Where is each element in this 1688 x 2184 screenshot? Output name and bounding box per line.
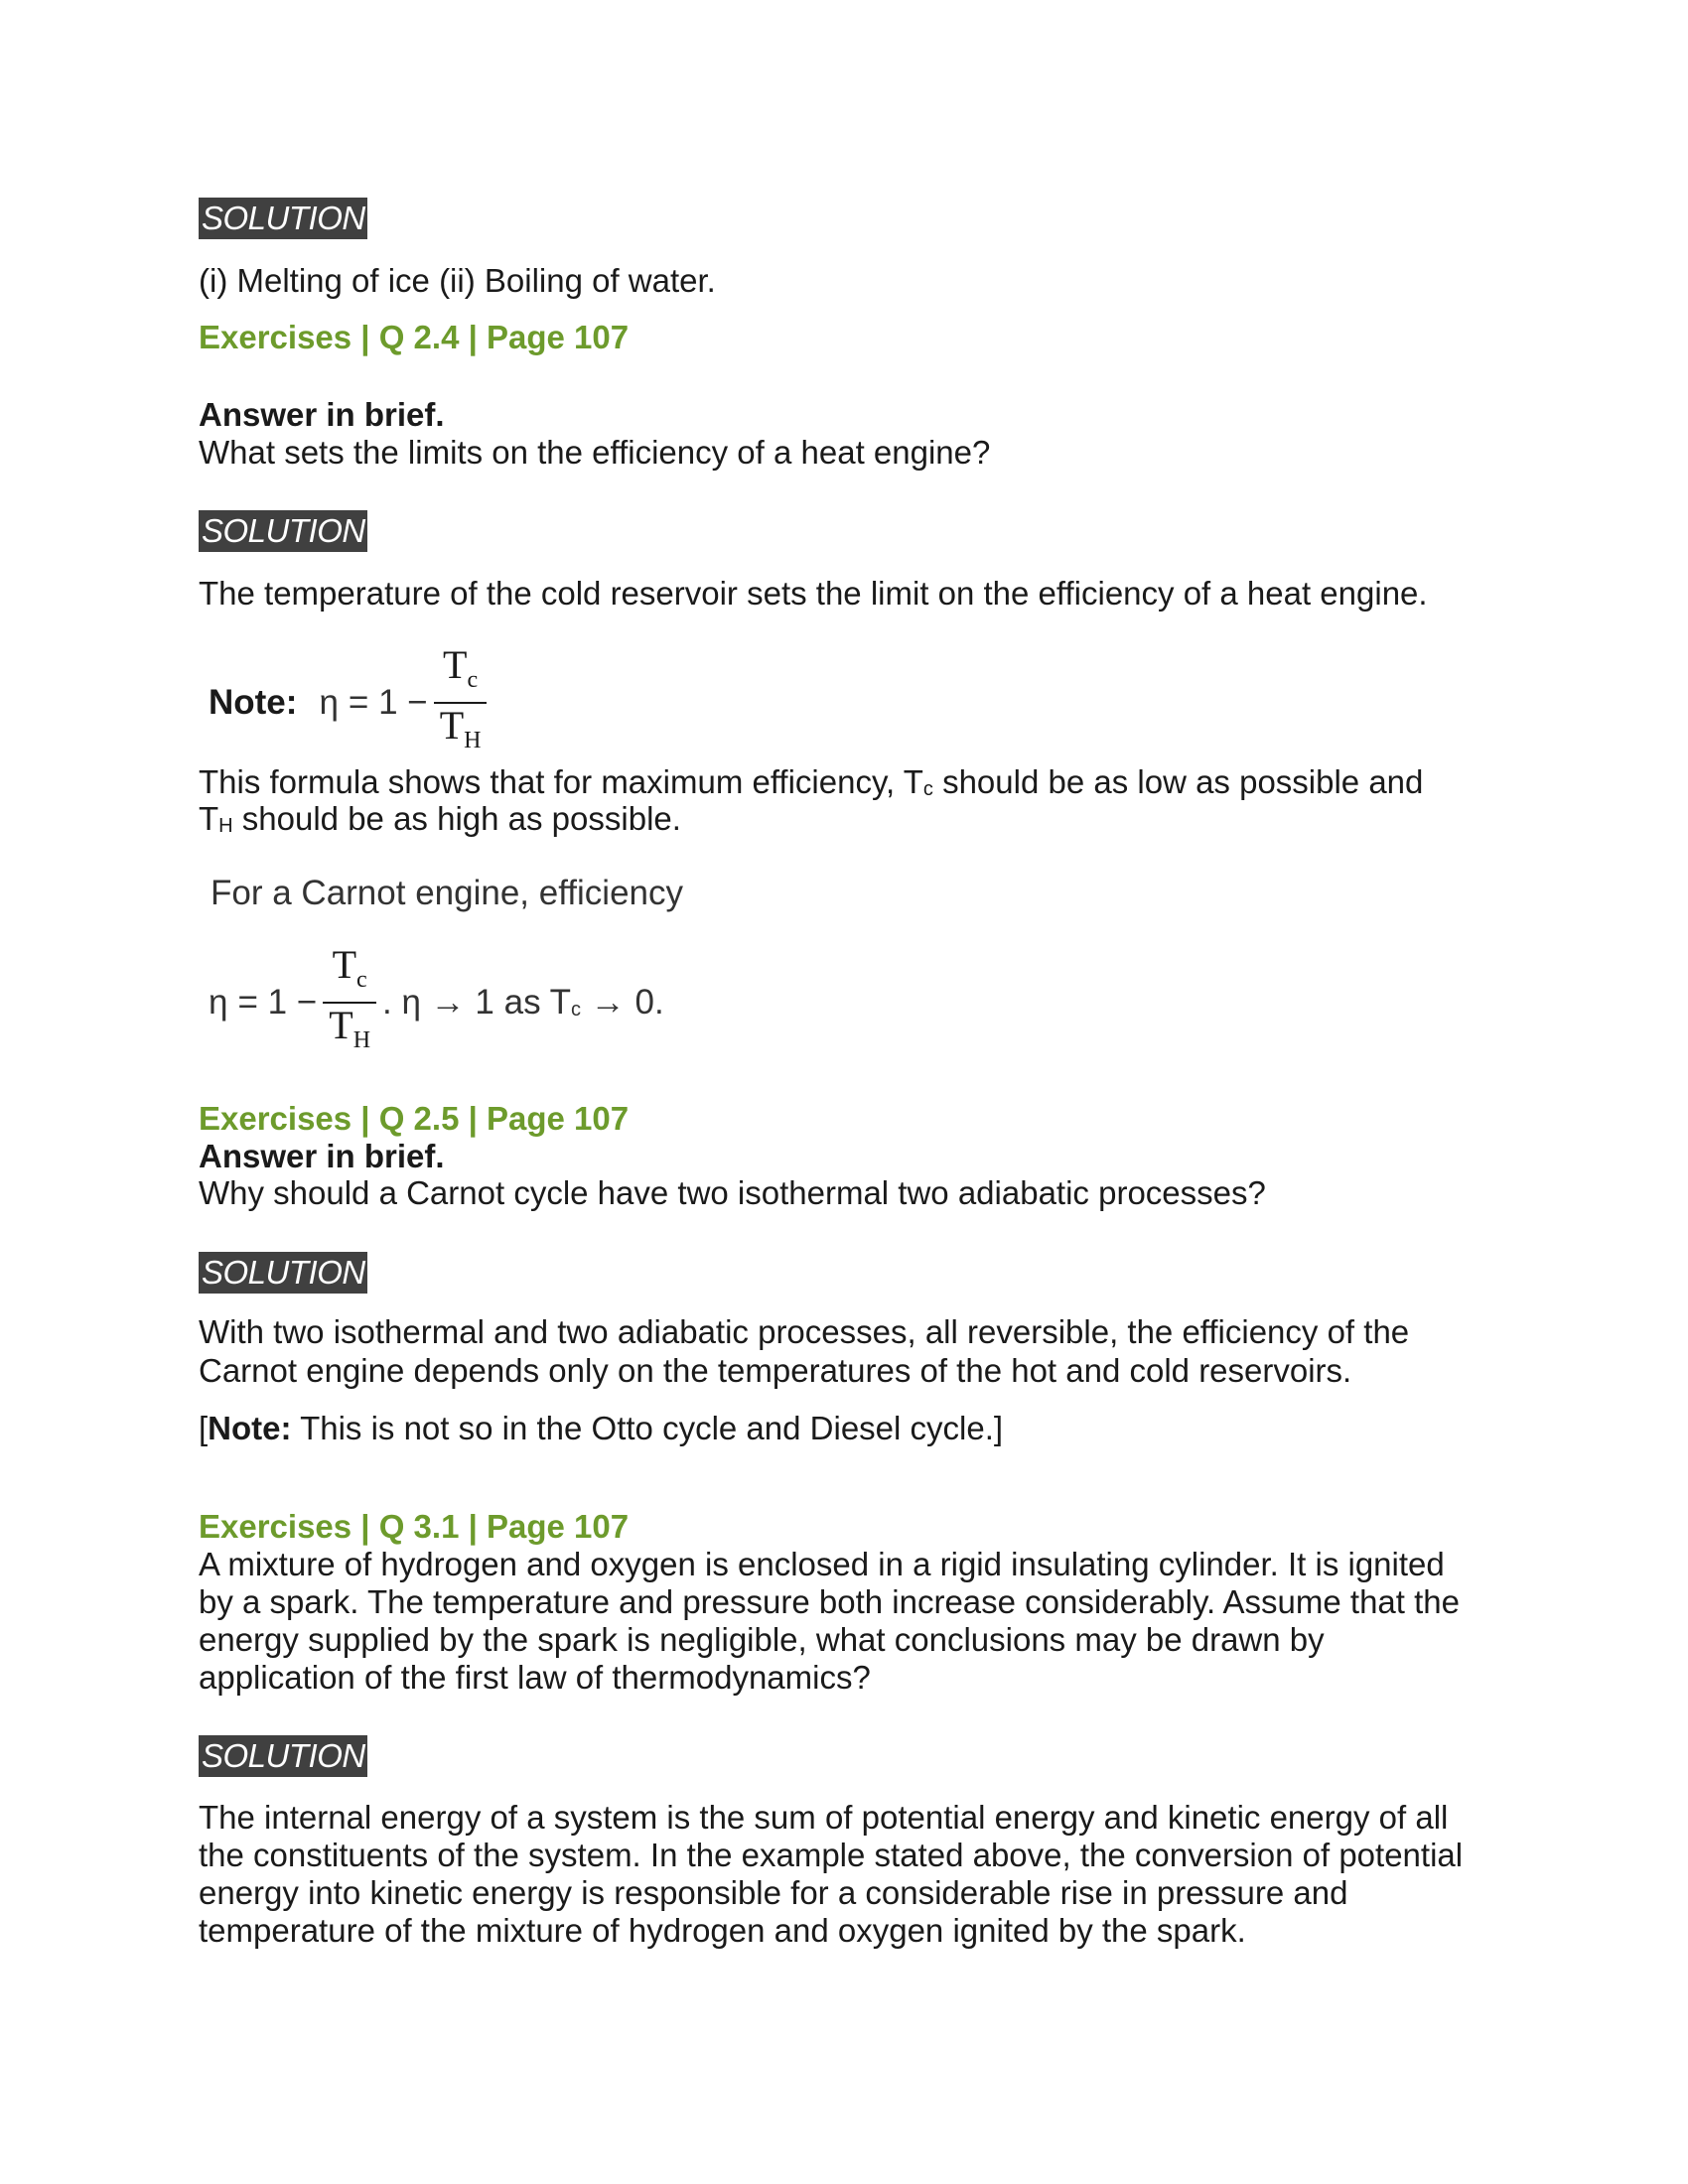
solution-text-2-5-line-1: With two isothermal and two adiabatic processes, all reversible, the efficiency of the: [199, 1313, 1410, 1350]
note-text-2-5: [Note: This is not so in the Otto cycle and Diesel cycle.]: [199, 1410, 1004, 1446]
note-equation: [209, 643, 492, 762]
question-text-3-1-line-1: A mixture of hydrogen and oxygen is enclosed in a rigid insulating cylinder. It is ignited: [199, 1546, 1445, 1582]
solution-text-2-5-line-2: Carnot engine depends only on the temperatures of the hot and cold reservoirs.: [199, 1352, 1352, 1389]
question-text-2-5: Why should a Carnot cycle have two isothermal two adiabatic processes?: [199, 1174, 1266, 1211]
fraction-numerator: $T_c$: [332, 942, 367, 993]
fraction-numerator: $T_c$: [443, 642, 479, 693]
answer-in-brief-label: Answer in brief.: [199, 396, 445, 433]
eta-symbol: η: [209, 983, 228, 1022]
exercise-heading-3-1: Exercises | Q 3.1 | Page 107: [199, 1508, 630, 1545]
solution-text-3-1-line-1: The internal energy of a system is the sum of potential energy and kinetic energy of all: [199, 1799, 1449, 1836]
carnot-efficiency-text: For a Carnot engine, efficiency: [211, 874, 684, 912]
fraction-denominator: $T_H$: [329, 1003, 371, 1053]
solution-label: SOLUTION: [199, 198, 367, 239]
solution-text-3-1-line-3: energy into kinetic energy is responsible for a considerable rise in pressure and: [199, 1874, 1348, 1911]
solution-text-3-1-line-4: temperature of the mixture of hydrogen and oxygen ignited by the spark.: [199, 1912, 1246, 1949]
solution-text: (i) Melting of ice (ii) Boiling of water.: [199, 262, 716, 299]
exercise-heading-2-4: Exercises | Q 2.4 | Page 107: [199, 319, 630, 355]
solution-text-3-1-line-2: the constituents of the system. In the example stated above, the conversion of potential: [199, 1837, 1464, 1873]
solution-label: SOLUTION: [199, 1252, 367, 1294]
exercise-heading-2-5: Exercises | Q 2.5 | Page 107: [199, 1100, 630, 1137]
question-text-2-4: What sets the limits on the efficiency of a heat engine?: [199, 434, 991, 471]
question-text-3-1-line-2: by a spark. The temperature and pressure both increase considerably. Assume that the: [199, 1583, 1460, 1620]
solution-label: SOLUTION: [199, 1735, 367, 1777]
question-text-3-1-line-3: energy supplied by the spark is negligible, what conclusions may be drawn by: [199, 1621, 1325, 1658]
temperature-fraction: [323, 943, 376, 1062]
equation-lhs: = 1 −: [237, 983, 318, 1022]
question-text-3-1-line-4: application of the first law of thermodynamics?: [199, 1659, 871, 1696]
eta-symbol: η: [319, 683, 339, 722]
note-label: Note:: [209, 683, 298, 722]
carnot-equation: [209, 943, 664, 1062]
temperature-fraction: [434, 643, 488, 762]
formula-explanation-line-1: This formula shows that for maximum efficiency, $T_c$ should be as low as possible and: [199, 763, 1424, 800]
fraction-denominator: $T_H$: [439, 703, 482, 753]
formula-explanation-line-2: $T_H$ should be as high as possible.: [199, 800, 681, 837]
equation-lhs: = 1 −: [348, 683, 428, 722]
answer-in-brief-label: Answer in brief.: [199, 1138, 445, 1174]
solution-text-2-4: The temperature of the cold reservoir sets the limit on the efficiency of a heat engine.: [199, 575, 1428, 612]
carnot-limit-text: . η → 1 as $T_c \to 0$.: [382, 983, 664, 1022]
solution-label: SOLUTION: [199, 510, 367, 552]
